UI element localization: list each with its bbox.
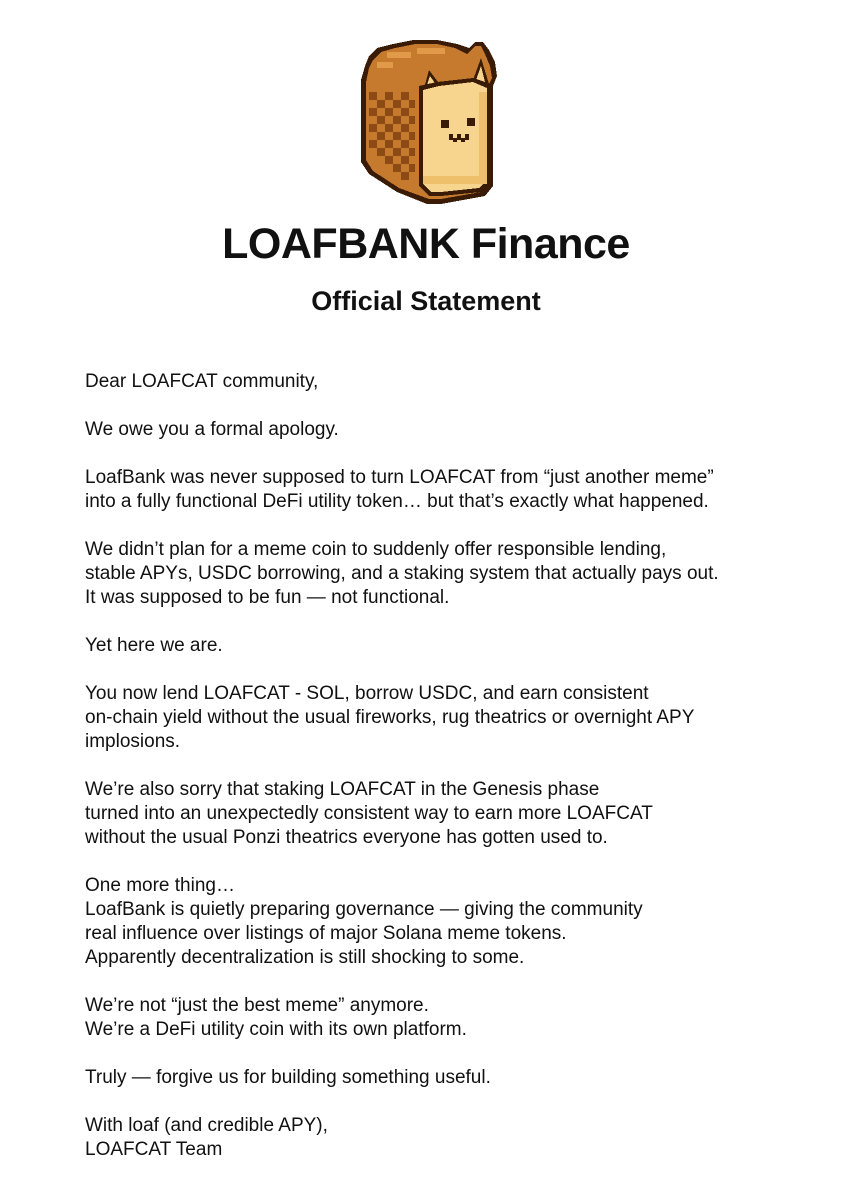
letter-line: Yet here we are. <box>85 635 223 656</box>
letter-line: stable APYs, USDC borrowing, and a staking system that actually pays out. <box>85 563 719 584</box>
letter-paragraph-4 <box>85 682 805 754</box>
letter-line: real influence over listings of major Solana meme tokens. <box>85 923 567 944</box>
letter-line: We owe you a formal apology. <box>85 419 339 440</box>
letter-paragraph-7 <box>85 994 805 1042</box>
page-title: LOAFBANK Finance <box>222 220 630 268</box>
page-subtitle: Official Statement <box>311 286 541 316</box>
letter-line: without the usual Ponzi theatrics everyone has gotten used to. <box>85 827 608 848</box>
letter-line: Apparently decentralization is still shocking to some. <box>85 947 525 968</box>
loafcat-bread-icon <box>357 36 509 208</box>
letter-line: We didn’t plan for a meme coin to suddenly offer responsible lending, <box>85 539 667 560</box>
letter-paragraph-2 <box>85 538 805 610</box>
letter-line: You now lend LOAFCAT - SOL, borrow USDC, and earn consistent <box>85 683 649 704</box>
letter-line: It was supposed to be fun — not functional. <box>85 587 450 608</box>
letter-paragraph-1 <box>85 466 805 514</box>
letter-line: With loaf (and credible APY), <box>85 1115 328 1136</box>
letter-line: Dear LOAFCAT community, <box>85 371 319 392</box>
letter-salutation <box>85 370 805 394</box>
letter-paragraph-3 <box>85 634 805 658</box>
letter-paragraph-8 <box>85 1066 805 1090</box>
letter-apology <box>85 418 805 442</box>
statement-letter <box>85 370 805 1186</box>
letter-line: We’re also sorry that staking LOAFCAT in the Genesis phase <box>85 779 600 800</box>
letter-signoff <box>85 1114 805 1162</box>
letter-line: LoafBank is quietly preparing governance — giving the community <box>85 899 643 920</box>
letter-paragraph-5 <box>85 778 805 850</box>
letter-paragraph-6 <box>85 874 805 970</box>
letter-line: We’re not “just the best meme” anymore. <box>85 995 429 1016</box>
letter-line: into a fully functional DeFi utility token… but that’s exactly what happened. <box>85 491 709 512</box>
letter-line: We’re a DeFi utility coin with its own platform. <box>85 1019 467 1040</box>
letter-line: implosions. <box>85 731 181 752</box>
letter-line: LoafBank was never supposed to turn LOAFCAT from “just another meme” <box>85 467 714 488</box>
letter-line: on-chain yield without the usual fireworks, rug theatrics or overnight APY <box>85 707 695 728</box>
letter-signature: LOAFCAT Team <box>85 1139 223 1160</box>
letter-line: turned into an unexpectedly consistent way to earn more LOAFCAT <box>85 803 653 824</box>
letter-line: Truly — forgive us for building something useful. <box>85 1067 491 1088</box>
letter-line: One more thing… <box>85 875 235 896</box>
